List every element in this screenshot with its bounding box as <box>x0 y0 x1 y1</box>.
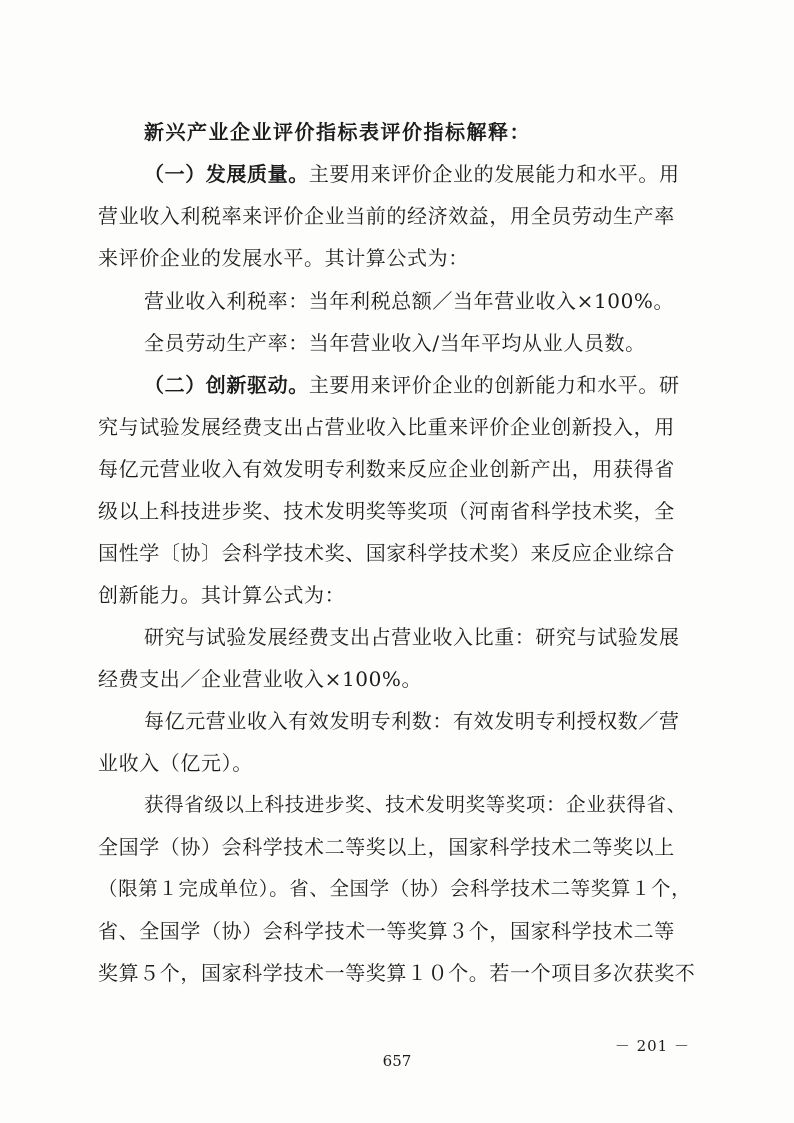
paragraph-line: 获得省级以上科技进步奖、技术发明奖等奖项：企业获得省、 <box>144 793 687 816</box>
formula-line: 研究与试验发展经费支出占营业收入比重：研究与试验发展 <box>144 625 680 649</box>
paragraph-line: （一）发展质量。主要用来评价企业的发展能力和水平。用 <box>144 162 680 186</box>
formula-line: 业收入（亿元）。 <box>98 751 253 775</box>
section-heading-quality: （一）发展质量。 <box>144 162 309 186</box>
document-title: 新兴产业企业评价指标表评价指标解释： <box>144 120 531 144</box>
paragraph-line: 级以上科技进步奖、技术发明奖等奖项（河南省科学技术奖，全 <box>98 499 675 523</box>
paragraph-line: 究与试验发展经费支出占营业收入比重来评价企业创新投入，用 <box>98 415 675 439</box>
paragraph-line: 国性学〔协〕会科学技术奖、国家科学技术奖）来反应企业综合 <box>98 541 675 565</box>
formula-line: 营业收入利税率：当年利税总额／当年营业收入×100%。 <box>144 289 675 313</box>
paragraph-line: 营业收入利税率来评价企业当前的经济效益，用全员劳动生产率 <box>98 204 675 228</box>
folio-number: － 201 － <box>614 1037 690 1055</box>
paragraph-line: 奖算５个，国家科学技术一等奖算１０个。若一个项目多次获奖不 <box>98 961 696 985</box>
page-number: 657 <box>382 1052 412 1070</box>
paragraph-line: 创新能力。其计算公式为： <box>98 583 346 607</box>
formula-line: 每亿元营业收入有效发明专利数：有效发明专利授权数／营 <box>144 709 680 733</box>
paragraph-line: （限第１完成单位）。省、全国学（协）会科学技术二等奖算１个， <box>98 877 692 900</box>
paragraph-line: 全国学（协）会科学技术二等奖以上，国家科学技术二等奖以上 <box>98 835 675 859</box>
paragraph-line: （二）创新驱动。主要用来评价企业的创新能力和水平。研 <box>144 373 680 397</box>
paragraph-line: 省、全国学（协）会科学技术一等奖算３个，国家科学技术二等 <box>98 919 675 943</box>
formula-line: 全员劳动生产率：当年营业收入/当年平均从业人员数。 <box>144 331 646 355</box>
paragraph-line: 来评价企业的发展水平。其计算公式为： <box>98 246 469 270</box>
formula-line: 经费支出／企业营业收入×100%。 <box>98 667 423 691</box>
section-heading-innovation: （二）创新驱动。 <box>144 373 309 397</box>
paragraph-line: 每亿元营业收入有效发明专利数来反应企业创新产出，用获得省 <box>98 457 675 481</box>
